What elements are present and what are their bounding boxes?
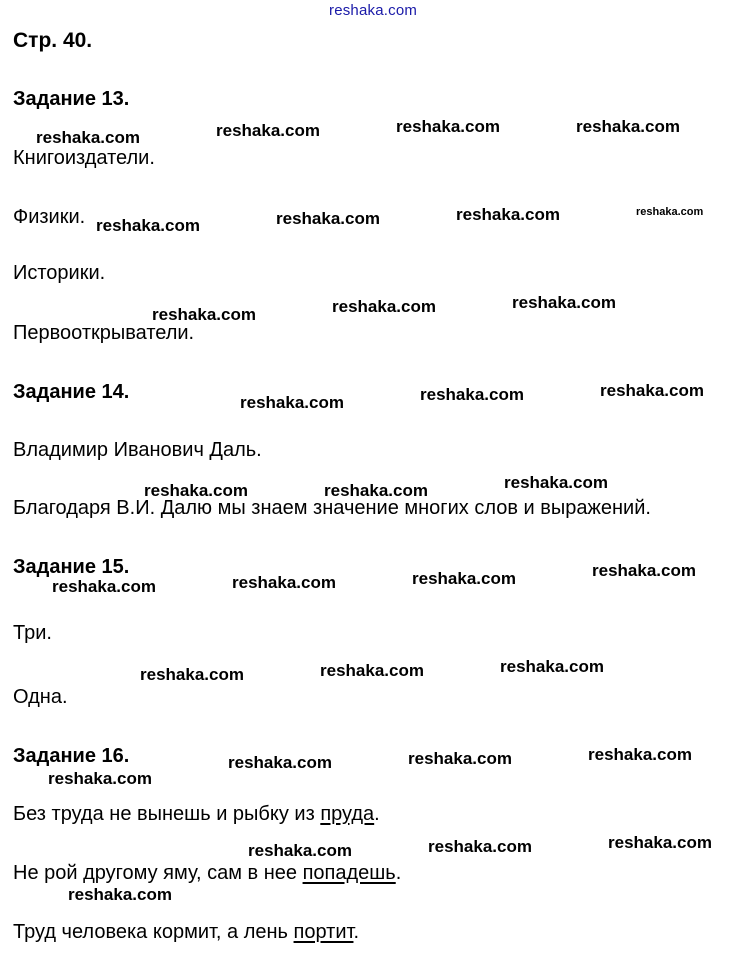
watermark: reshaka.com — [412, 569, 516, 588]
watermark: reshaka.com — [608, 833, 712, 852]
watermark: reshaka.com — [144, 481, 248, 500]
proverb-period: . — [395, 862, 402, 884]
underlined-word: пруда — [320, 803, 375, 825]
watermark: reshaka.com — [512, 293, 616, 312]
task-13-heading: Задание 13. — [13, 88, 130, 110]
watermark: reshaka.com — [240, 393, 344, 412]
watermark: reshaka.com — [332, 297, 436, 316]
header-watermark: reshaka.com — [329, 2, 418, 19]
watermark: reshaka.com — [576, 117, 680, 136]
watermark: reshaka.com — [320, 661, 424, 680]
watermark: reshaka.com — [636, 206, 704, 218]
task-15-answer-1: Три. — [13, 622, 52, 644]
page-title: Стр. 40. — [13, 29, 93, 52]
proverb-period: . — [353, 921, 360, 943]
underlined-word: портит — [293, 921, 354, 943]
watermark: reshaka.com — [408, 749, 512, 768]
proverb-line — [13, 862, 401, 885]
watermark: reshaka.com — [232, 573, 336, 592]
watermark: reshaka.com — [52, 577, 156, 596]
task-13-answer-4: Первооткрыватели. — [13, 322, 195, 344]
task-13-answer-2: Физики. — [13, 206, 86, 228]
proverb-text: Не рой другому яму, сам в нее — [13, 862, 303, 884]
watermark: reshaka.com — [152, 305, 256, 324]
task-14-answer-1: Владимир Иванович Даль. — [13, 439, 262, 461]
underlined-word: попадешь — [302, 862, 396, 884]
task-16-heading: Задание 16. — [13, 745, 130, 767]
task-15-answer-2: Одна. — [13, 686, 68, 708]
watermark: reshaka.com — [248, 841, 352, 860]
proverb-text: Без труда не вынешь и рыбку из — [13, 803, 321, 825]
task-13-answer-1: Книгоиздатели. — [13, 147, 155, 169]
task-13-answer-3: Историки. — [13, 262, 106, 284]
watermark: reshaka.com — [276, 209, 380, 228]
proverb-period: . — [374, 803, 380, 825]
watermark: reshaka.com — [396, 117, 500, 136]
watermark: reshaka.com — [96, 216, 200, 235]
watermark: reshaka.com — [592, 561, 696, 580]
watermark: reshaka.com — [68, 885, 172, 904]
watermark: reshaka.com — [428, 837, 532, 856]
watermark: reshaka.com — [36, 128, 140, 147]
watermark: reshaka.com — [140, 665, 244, 684]
watermark: reshaka.com — [420, 385, 524, 404]
watermark: reshaka.com — [600, 381, 704, 400]
watermark: reshaka.com — [456, 205, 560, 224]
watermark: reshaka.com — [228, 753, 332, 772]
watermark: reshaka.com — [588, 745, 692, 764]
task-14-answer-2: Благодаря В.И. Далю мы знаем значение многих слов и выражений. — [13, 497, 651, 519]
proverb-text: Труд человека кормит, а лень — [13, 921, 294, 943]
task-14-heading: Задание 14. — [13, 381, 130, 403]
watermark: reshaka.com — [216, 121, 320, 140]
watermark: reshaka.com — [48, 769, 152, 788]
task-15-heading: Задание 15. — [13, 556, 130, 578]
proverb-line — [13, 803, 380, 826]
proverb-line — [13, 921, 359, 944]
watermark: reshaka.com — [500, 657, 604, 676]
watermark: reshaka.com — [324, 481, 428, 500]
watermark: reshaka.com — [504, 473, 608, 492]
